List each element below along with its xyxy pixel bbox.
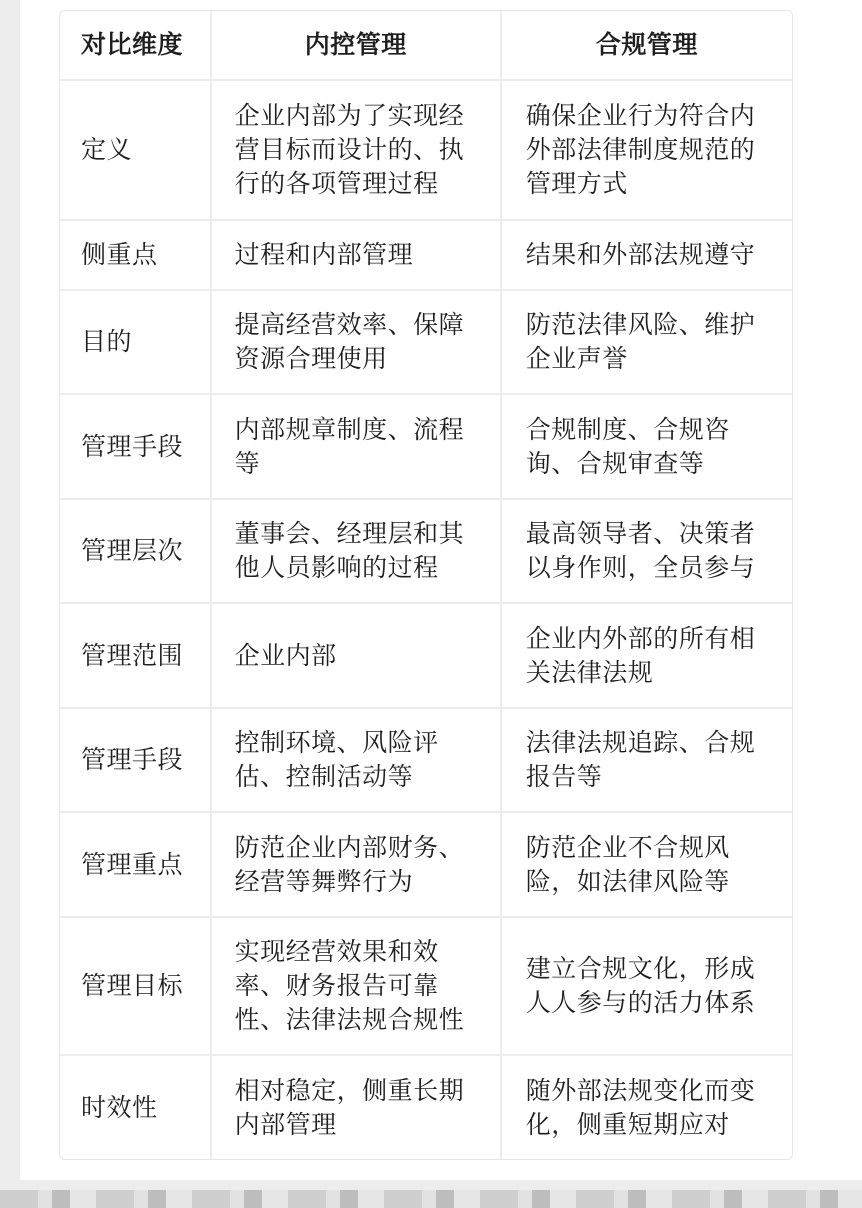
- compliance-cell: 最高领导者、决策者以身作则，全员参与: [525, 519, 756, 582]
- row-label: 时效性: [60, 1056, 212, 1159]
- table-row: [60, 289, 792, 393]
- comparison-table: [59, 10, 793, 1160]
- internal-control-cell: 相对稳定，侧重长期内部管理: [212, 1056, 502, 1159]
- compliance-cell: 合规制度、合规咨询、合规审查等: [525, 414, 730, 478]
- header-cell-dimension: 对比维度: [60, 11, 212, 79]
- row-label: 管理手段: [60, 395, 212, 498]
- internal-control-cell: 提高经营效率、保障资源合理使用: [212, 291, 502, 393]
- internal-control-cell: 过程和内部管理: [212, 221, 502, 289]
- compliance-cell: 建立合规文化，形成人人参与的活力体系: [525, 954, 756, 1017]
- row-label: 侧重点: [60, 221, 212, 289]
- row-label: 定义: [60, 81, 212, 219]
- internal-control-cell: 企业内部: [212, 604, 502, 707]
- table-row: [60, 219, 792, 289]
- compliance-cell: 法律法规追踪、合规报告等: [525, 728, 756, 791]
- compliance-cell: 结果和外部法规遵守: [525, 240, 756, 269]
- internal-control-cell: 防范企业内部财务、经营等舞弊行为: [212, 813, 502, 916]
- row-label: 目的: [60, 291, 212, 393]
- compliance-cell: 防范法律风险、维护企业声誉: [525, 310, 756, 373]
- row-label: 管理层次: [60, 500, 212, 602]
- internal-control-cell: 控制环境、风险评估、控制活动等: [212, 709, 502, 811]
- compliance-cell: 随外部法规变化而变化，侧重短期应对: [525, 1075, 756, 1139]
- internal-control-cell: 董事会、经理层和其他人员影响的过程: [212, 500, 502, 602]
- row-label: 管理手段: [60, 709, 212, 811]
- table-row: [60, 602, 792, 707]
- header-cell-compliance: 合规管理: [595, 30, 698, 59]
- row-label: 管理范围: [60, 604, 212, 707]
- internal-control-cell: 实现经营效果和效率、财务报告可靠性、法律法规合规性: [212, 918, 502, 1054]
- table-header-row: [60, 11, 792, 79]
- internal-control-cell: 内部规章制度、流程等: [212, 395, 502, 498]
- table-row: [60, 393, 792, 498]
- row-label: 管理重点: [60, 813, 212, 916]
- table-row: [60, 811, 792, 916]
- header-cell-internal-control: 内控管理: [212, 11, 502, 79]
- table-row: [60, 498, 792, 602]
- compliance-cell: 企业内外部的所有相关法律法规: [525, 623, 756, 687]
- compliance-cell: 确保企业行为符合内外部法律制度规范的管理方式: [525, 101, 756, 198]
- compliance-cell: 防范企业不合规风险，如法律风险等: [525, 832, 730, 896]
- table-row: [60, 79, 792, 219]
- table-row: [60, 1054, 792, 1159]
- row-label: 管理目标: [60, 918, 212, 1054]
- internal-control-cell: 企业内部为了实现经营目标而设计的、执行的各项管理过程: [212, 81, 502, 219]
- table-row: [60, 916, 792, 1054]
- table-row: [60, 707, 792, 811]
- cropped-caption-strip: [0, 1190, 862, 1208]
